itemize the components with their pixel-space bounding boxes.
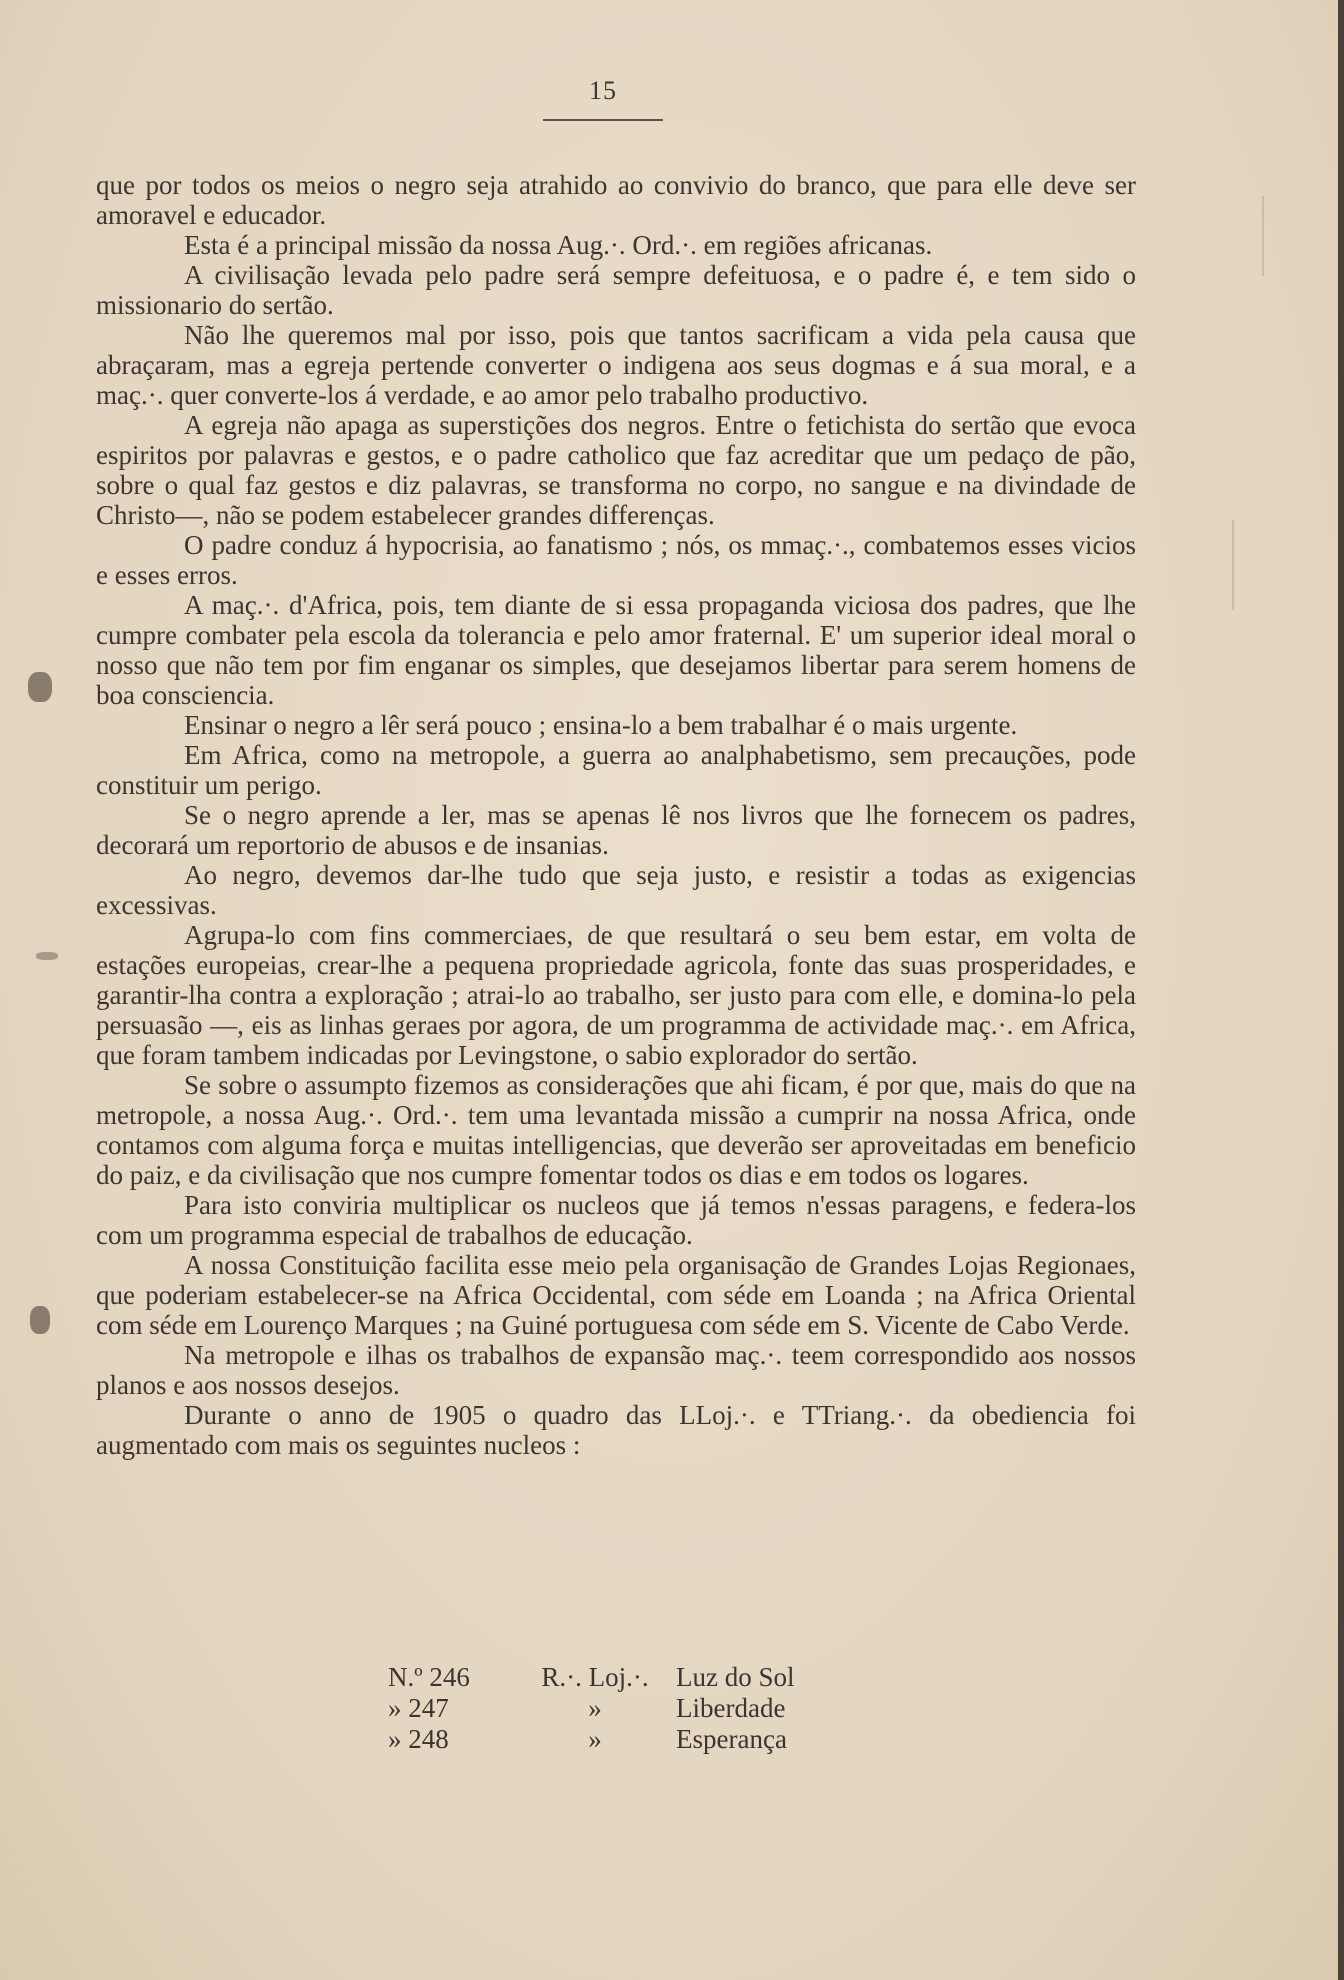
paragraph: Agrupa-lo com fins commerciaes, de que resultará o seu bem estar, em volta de estações europeias, crear-lhe a pequena propriedade agricola, fonte das suas prosperidades, e garantir-lha contra a exploração ; atrai-lo ao trabalho, ser justo para com elle, e domina-lo pela persuasão —, eis as linhas geraes por agora, de um programma de actividade maç.·. em Africa, que foram tambem indicadas por Levingstone, o sabio explorador do sertão.: [96, 920, 1136, 1070]
paragraph: A maç.·. d'Africa, pois, tem diante de si essa propaganda viciosa dos padres, que lhe cumpre combater pela escola da tolerancia e pelo amor fraternal. E' um superior ideal moral o nosso que não tem por fim enganar os simples, que desejamos libertar para serem homens de boa consciencia.: [96, 590, 1136, 710]
paragraph: Em Africa, como na metropole, a guerra ao analphabetismo, sem precauções, pode constituir um perigo.: [96, 740, 1136, 800]
lodge-row: [388, 1724, 876, 1755]
lodge-type: »: [588, 1693, 602, 1723]
pencil-mark: [1262, 196, 1264, 276]
lodge-name: Luz do Sol: [676, 1662, 795, 1692]
paragraph: Não lhe queremos mal por isso, pois que tantos sacrificam a vida pela causa que abraçaram, mas a egreja pertende converter o indigena aos seus dogmas e á sua moral, e a maç.·. quer converte-los á verdade, e ao amor pelo trabalho productivo.: [96, 320, 1136, 410]
paragraph: A nossa Constituição facilita esse meio pela organisação de Grandes Lojas Regionaes, que poderiam estabelecer-se na Africa Occidental, com séde em Loanda ; na Africa Oriental com séde em Lourenço Marques ; na Guiné portuguesa com séde em S. Vicente de Cabo Verde.: [96, 1250, 1136, 1340]
margin-stain: [36, 952, 58, 960]
lodge-row: [388, 1662, 876, 1693]
paragraph: Na metropole e ilhas os trabalhos de expansão maç.·. teem correspondido aos nossos planos e aos nossos desejos.: [96, 1340, 1136, 1400]
margin-stain: [28, 672, 52, 702]
paragraph: Esta é a principal missão da nossa Aug.·. Ord.·. em regiões africanas.: [184, 230, 933, 260]
lodge-number: » 247: [388, 1693, 449, 1723]
paragraph: Se o negro aprende a ler, mas se apenas lê nos livros que lhe fornecem os padres, decorará um reportorio de abusos e de insanias.: [96, 800, 1136, 860]
lodge-type: »: [588, 1724, 602, 1754]
lodge-number: N.º 246: [388, 1662, 470, 1692]
page-edge-shadow: [1338, 0, 1344, 1980]
paragraph: A civilisação levada pelo padre será sempre defeituosa, e o padre é, e tem sido o missionario do sertão.: [96, 260, 1136, 320]
paragraph: A egreja não apaga as superstições dos negros. Entre o fetichista do sertão que evoca espiritos por palavras e gestos, e o padre catholico que faz acreditar que um pedaço de pão, sobre o qual faz gestos e diz palavras, se transforma no corpo, no sangue e na divindade de Christo—, não se podem estabelecer grandes differenças.: [96, 410, 1136, 530]
page-number: 15: [589, 76, 617, 105]
body-text: [96, 170, 1136, 1460]
paragraph: Durante o anno de 1905 o quadro das LLoj.·. e TTriang.·. da obediencia foi augmentado com mais os seguintes nucleos :: [96, 1400, 1136, 1460]
page-number-rule: [543, 119, 663, 121]
lodge-name: Liberdade: [676, 1693, 786, 1723]
margin-stain: [30, 1306, 50, 1334]
lodge-number: » 248: [388, 1724, 449, 1754]
paragraph: Ensinar o negro a lêr será pouco ; ensina-lo a bem trabalhar é o mais urgente.: [184, 710, 1018, 740]
paragraph: O padre conduz á hypocrisia, ao fanatismo ; nós, os mmaç.·., combatemos esses vicios e esses erros.: [96, 530, 1136, 590]
paragraph: que por todos os meios o negro seja atrahido ao convivio do branco, que para elle deve ser amoravel e educador.: [96, 170, 1136, 230]
paragraph: Se sobre o assumpto fizemos as considerações que ahi ficam, é por que, mais do que na metropole, a nossa Aug.·. Ord.·. tem uma levantada missão a cumprir na nossa Africa, onde contamos com alguma força e muitas intelligencias, que deverão ser aproveitadas em beneficio do paiz, e da civilisação que nos cumpre fomentar todos os dias e em todos os logares.: [96, 1070, 1136, 1190]
pencil-mark: [1232, 520, 1234, 610]
lodge-name: Esperança: [676, 1724, 787, 1754]
paragraph: Ao negro, devemos dar-lhe tudo que seja justo, e resistir a todas as exigencias excessivas.: [96, 860, 1136, 920]
lodge-type: R.·. Loj.·.: [541, 1662, 649, 1692]
paragraph: Para isto conviria multiplicar os nucleos que já temos n'essas paragens, e federa-los com um programma especial de trabalhos de educação.: [96, 1190, 1136, 1250]
lodge-row: [388, 1693, 876, 1724]
lodge-list: [388, 1662, 876, 1755]
